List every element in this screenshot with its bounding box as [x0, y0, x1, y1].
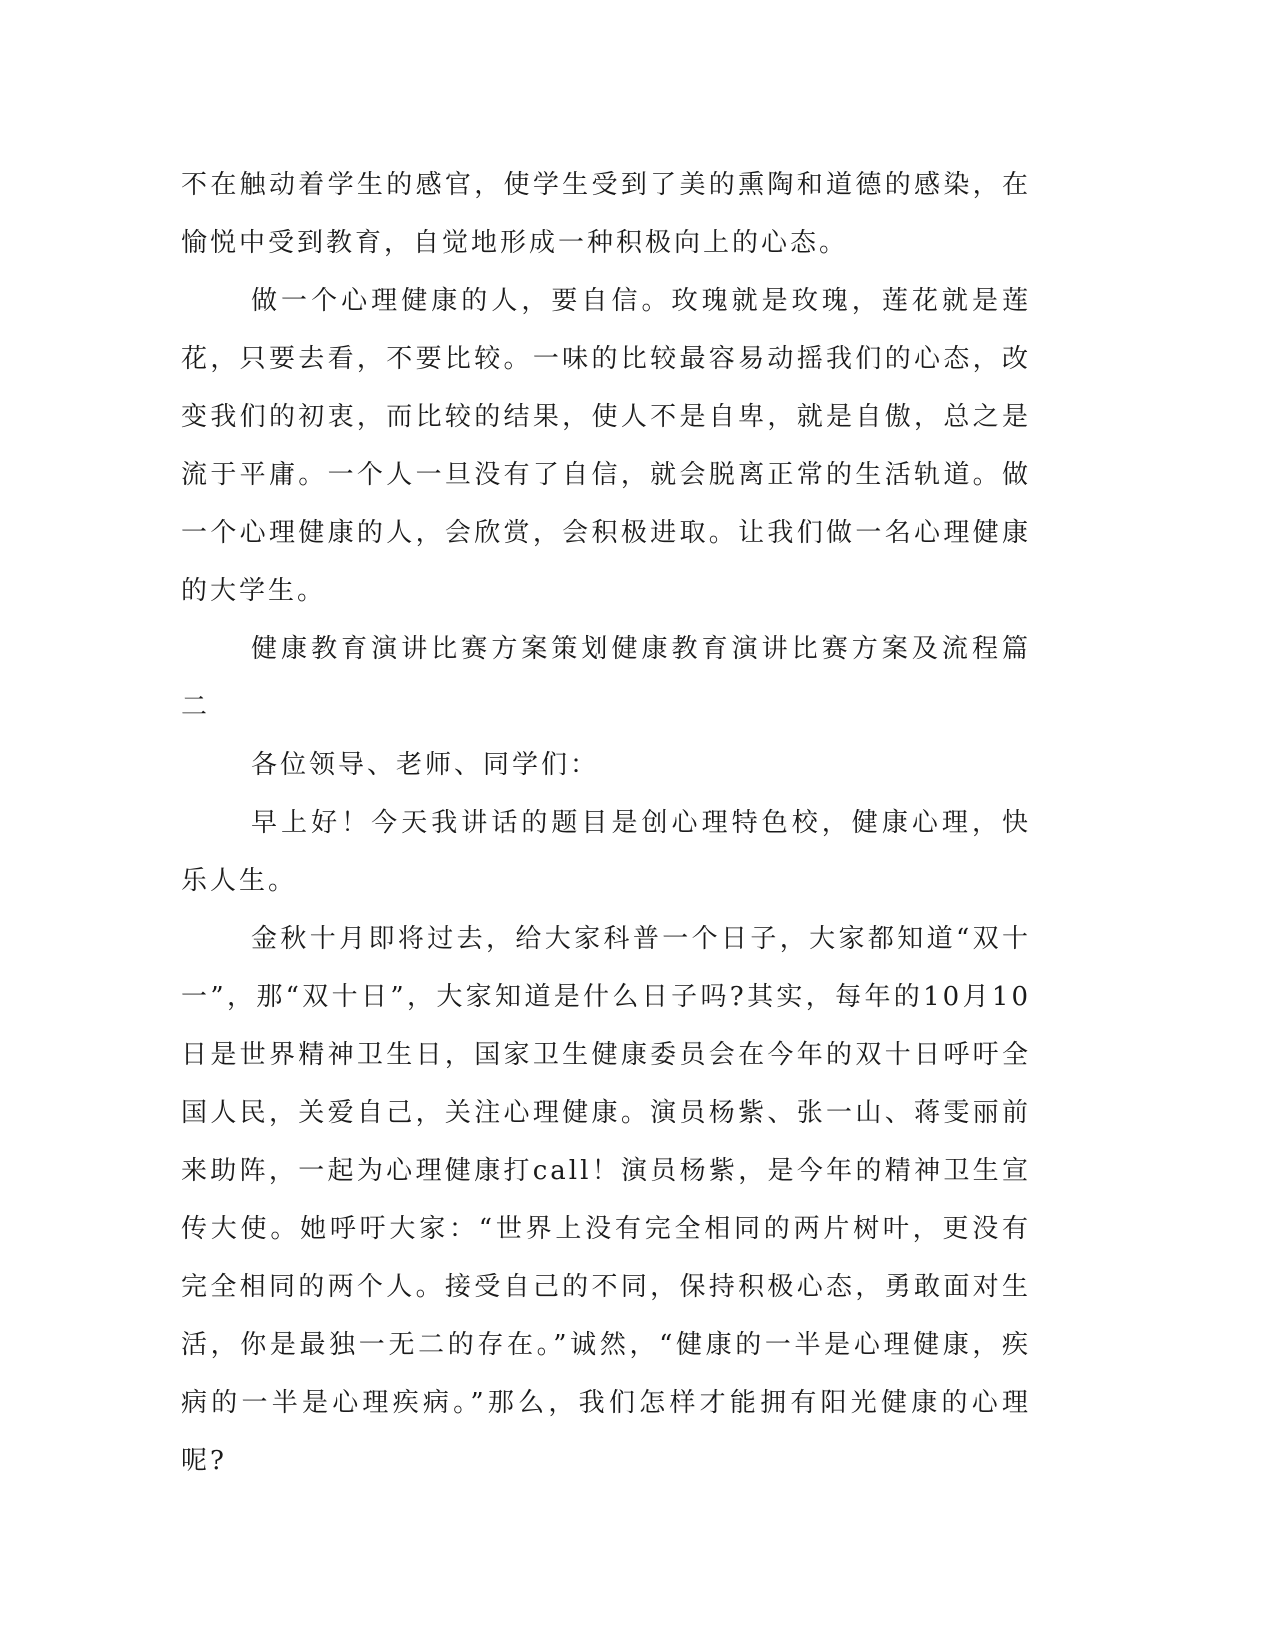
paragraph-greeting: 早上好！今天我讲话的题目是创心理特色校，健康心理，快乐人生。	[181, 808, 1031, 896]
section-heading: 健康教育演讲比赛方案策划健康教育演讲比赛方案及流程篇二	[181, 634, 1031, 722]
salutation: 各位领导、老师、同学们：	[251, 750, 600, 780]
paragraph-1: 不在触动着学生的感官，使学生受到了美的熏陶和道德的感染，在愉悦中受到教育，自觉地形成一种积极向上的心态。	[181, 170, 1031, 258]
paragraph-2: 做一个心理健康的人，要自信。玫瑰就是玫瑰，莲花就是莲花，只要去看，不要比较。一味的比较最容易动摇我们的心态，改变我们的初衷，而比较的结果，使人不是自卑，就是自傲，总之是流于平庸。一个人一旦没有了自信，就会脱离正常的生活轨道。做一个心理健康的人，会欣赏，会积极进取。让我们做一名心理健康的大学生。	[181, 286, 1031, 606]
document-body	[181, 156, 1031, 1490]
paragraph-main: 金秋十月即将过去，给大家科普一个日子，大家都知道“双十一”，那“双十日”，大家知道是什么日子吗?其实，每年的10月10日是世界精神卫生日，国家卫生健康委员会在今年的双十日呼吁全国人民，关爱自己，关注心理健康。演员杨紫、张一山、蒋雯丽前来助阵，一起为心理健康打call！演员杨紫，是今年的精神卫生宣传大使。她呼吁大家：“世界上没有完全相同的两片树叶，更没有完全相同的两个人。接受自己的不同，保持积极心态，勇敢面对生活，你是最独一无二的存在。”诚然，“健康的一半是心理健康，疾病的一半是心理疾病。”那么，我们怎样才能拥有阳光健康的心理呢?	[181, 924, 1031, 1476]
